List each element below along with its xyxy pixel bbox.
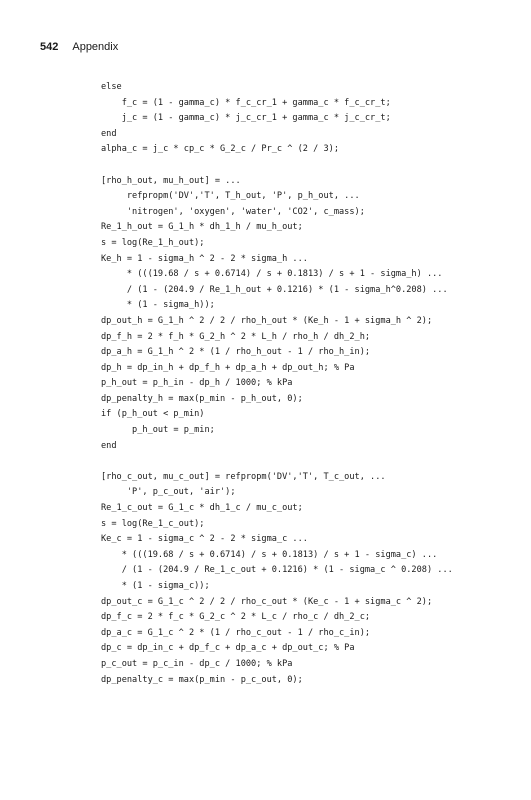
- code-line: dp_h = dp_in_h + dp_f_h + dp_a_h + dp_out_h; % Pa: [101, 362, 355, 373]
- code-listing: [101, 80, 453, 688]
- code-line: refpropm('DV','T', T_h_out, 'P', p_h_out, ...: [101, 191, 360, 202]
- page-number: 542: [40, 41, 59, 53]
- code-line: dp_penalty_c = max(p_min - p_c_out, 0);: [101, 674, 303, 685]
- code-line: dp_f_c = 2 * f_c * G_2_c ^ 2 * L_c / rho_c / dh_2_c;: [101, 612, 371, 623]
- code-line: dp_out_h = G_1_h ^ 2 / 2 / rho_h_out * (Ke_h - 1 + sigma_h ^ 2);: [101, 315, 433, 326]
- code-block: [101, 80, 453, 158]
- code-line: if (p_h_out < p_min): [101, 409, 205, 420]
- code-line: / (1 - (204.9 / Re_1_h_out + 0.1216) * (1 - sigma_h^0.208) ...: [101, 284, 448, 295]
- code-line: dp_f_h = 2 * f_h * G_2_h ^ 2 * L_h / rho_h / dh_2_h;: [101, 331, 371, 342]
- code-line: [rho_c_out, mu_c_out] = refpropm('DV','T', T_c_out, ...: [101, 471, 386, 482]
- code-line: s = log(Re_1_h_out);: [101, 237, 205, 248]
- code-line: j_c = (1 - gamma_c) * j_c_cr_1 + gamma_c * j_c_cr_t;: [101, 113, 391, 124]
- code-block: [101, 174, 453, 455]
- code-line: 'nitrogen', 'oxygen', 'water', 'CO2', c_mass);: [101, 206, 365, 217]
- code-block-gap: [101, 158, 453, 174]
- code-line: Ke_h = 1 - sigma_h ^ 2 - 2 * sigma_h ...: [101, 253, 308, 264]
- section-title: Appendix: [72, 41, 119, 53]
- code-line: p_c_out = p_c_in - dp_c / 1000; % kPa: [101, 658, 293, 669]
- code-line: 'P', p_c_out, 'air');: [101, 487, 236, 498]
- code-line: / (1 - (204.9 / Re_1_c_out + 0.1216) * (1 - sigma_c ^ 0.208) ...: [101, 565, 453, 576]
- code-line: dp_a_c = G_1_c ^ 2 * (1 / rho_c_out - 1 / rho_c_in);: [101, 627, 371, 638]
- code-block: [101, 470, 453, 688]
- code-line: * (1 - sigma_h));: [101, 300, 215, 311]
- code-line: [rho_h_out, mu_h_out] = ...: [101, 175, 241, 186]
- code-line: p_h_out = p_min;: [101, 425, 215, 436]
- code-line: Ke_c = 1 - sigma_c ^ 2 - 2 * sigma_c ...: [101, 534, 308, 545]
- code-block-gap: [101, 454, 453, 470]
- code-line: * (1 - sigma_c));: [101, 581, 210, 591]
- code-line: else: [101, 82, 122, 92]
- page-header: [40, 40, 118, 54]
- code-line: * (((19.68 / s + 0.6714) / s + 0.1813) / s + 1 - sigma_h) ...: [101, 269, 443, 280]
- code-line: alpha_c = j_c * cp_c * G_2_c / Pr_c ^ (2 / 3);: [101, 144, 339, 155]
- code-line: dp_penalty_h = max(p_min - p_h_out, 0);: [101, 393, 303, 404]
- code-line: p_h_out = p_h_in - dp_h / 1000; % kPa: [101, 378, 293, 389]
- code-line: dp_c = dp_in_c + dp_f_c + dp_a_c + dp_out_c; % Pa: [101, 643, 355, 654]
- code-line: Re_1_c_out = G_1_c * dh_1_c / mu_c_out;: [101, 503, 303, 514]
- code-line: s = log(Re_1_c_out);: [101, 518, 205, 529]
- code-line: dp_a_h = G_1_h ^ 2 * (1 / rho_h_out - 1 / rho_h_in);: [101, 347, 371, 358]
- code-line: end: [101, 128, 117, 139]
- code-line: dp_out_c = G_1_c ^ 2 / 2 / rho_c_out * (Ke_c - 1 + sigma_c ^ 2);: [101, 596, 433, 607]
- code-line: Re_1_h_out = G_1_h * dh_1_h / mu_h_out;: [101, 222, 303, 233]
- code-line: * (((19.68 / s + 0.6714) / s + 0.1813) / s + 1 - sigma_c) ...: [101, 549, 438, 560]
- code-line: end: [101, 440, 117, 451]
- code-line: f_c = (1 - gamma_c) * f_c_cr_1 + gamma_c * f_c_cr_t;: [101, 97, 391, 108]
